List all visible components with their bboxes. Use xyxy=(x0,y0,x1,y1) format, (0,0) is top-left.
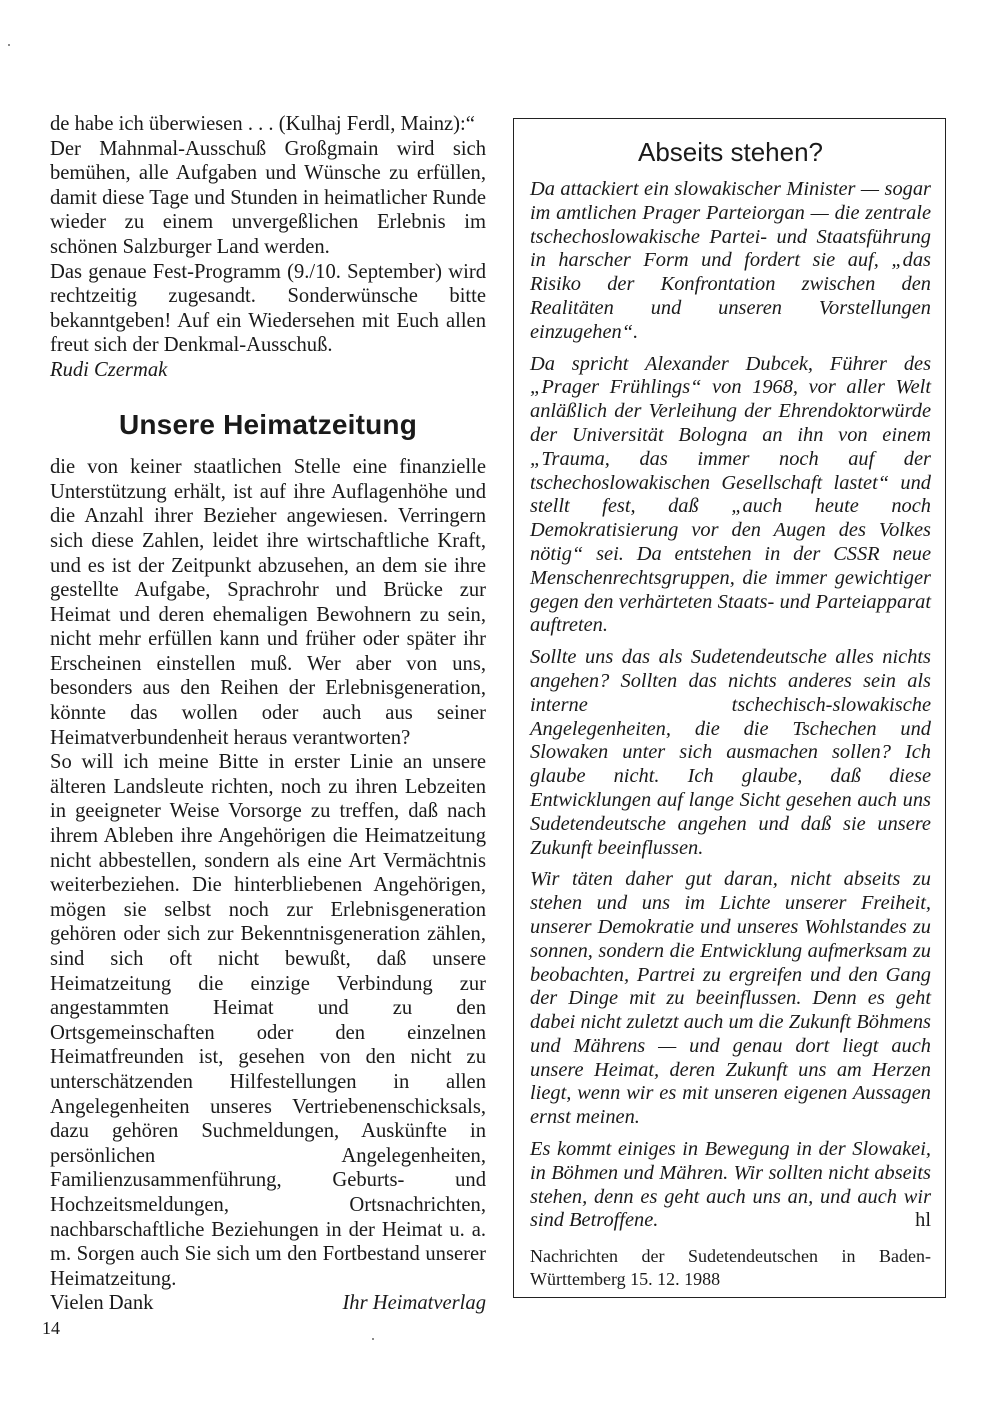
body-paragraph: die von keiner staatlichen Stelle eine finanzielle Unterstützung erhält, ist auf ihre Auflagenhöhe und die Anzahl ihrer Bezieher angewiesen. Verringern sich diese Zahlen, leidet ihre wirtschaftliche Kraft, und es ist der Zeitpunkt abzusehen, an dem sie ihre gestellte Aufgabe, Sprachrohr und Brücke zur Heimat und deren ehemaligen Bewohnern zu sein, nicht mehr erfüllen kann und früher oder später ihr Erscheinen einstellen muß. Wer aber von uns, besonders aus den Reihen der Erlebnisgeneration, könnte das wollen oder auch aus seiner Heimatverbundenheit heraus verantworten? xyxy=(50,456,486,749)
body-paragraph: So will ich meine Bitte in erster Linie an unsere älteren Landsleute richten, noch zu ihren Lebzeiten in geeigneter Weise Vorsorge zu treffen, daß nach ihrem Ableben ihre Angehörigen die Heimatzeitung nicht abbestellen, sondern als eine Art Vermächtnis weiterbeziehen. Die hinterbliebenen Angehörigen, mögen sie selbst noch zur Erlebnisgeneration gehören oder sich zur Bekenntnisgeneration zählen, sind sich oft nicht bewußt, daß unsere Heimatzeitung die einzige Verbindung zur angestammten Heimat und zu den Ortsgemeinschaften oder den einzelnen Heimatfreunden ist, gesehen von den nicht zu unterschätzenden Hilfestellungen in allen Angelegenheiten unseres Vertriebenenschicksals, dazu gehören Suchmeldungen, Auskünfte in persönlichen Angelegenheiten, Familienzusammenführung, Geburts- und Hochzeitsmeldungen, Ortsnachrichten, nachbarschaftliche Beziehungen in der Heimat u. a. m. Sorgen auch Sie sich um den Fortbestand unserer Heimatzeitung. xyxy=(50,751,486,1290)
source-note: Nachrichten der Sudetendeutschen in Baden-Württemberg 15. 12. 1988 xyxy=(530,1246,931,1290)
closing-thanks: Vielen Dank xyxy=(50,1292,154,1315)
intro-paragraph: Der Mahnmal-Ausschuß Großgmain wird sich bemühen, alle Aufgaben und Wünsche zu erfüllen, damit diese Tage und Stunden in heimatlicher Runde wieder zu einem unvergeßlichen Erlebnis im schönen Salzburger Land werden. xyxy=(50,137,486,258)
box-last-paragraph xyxy=(530,1138,931,1233)
page-number: 14 xyxy=(42,1318,60,1338)
intro-paragraph: Das genaue Fest-Programm (9./10. September) wird rechtzeitig zugesandt. Sonderwünsche bitte bekanntgeben! Auf ein Wiedersehen mit Euch allen freut sich der Denkmal-Ausschuß. xyxy=(50,260,486,357)
signature: Rudi Czermak xyxy=(50,358,168,381)
closing-sender: Ihr Heimatverlag xyxy=(342,1292,486,1315)
left-column xyxy=(50,112,486,1316)
closing-line xyxy=(50,1291,486,1316)
box-paragraph: Wir täten daher gut daran, nicht abseits zu stehen und uns im Lichte unserer Freiheit, unserer Demokratie und unseres Wohlstandes zu sonnen, sondern die Entwicklung aufmerksam zu beobachten, Partrei zu ergreifen und den Gang der Dinge mit zu beeinflussen. Denn es geht dabei nicht zuletzt auch um die Zukunft Böhmens und Mährens — und genau dort liegt auch unsere Heimat, deren Zukunft uns am Herzen liegt, wenn wir es mit unseren eigenen Aussagen ernst meinen. xyxy=(530,868,931,1129)
box-title: Abseits stehen? xyxy=(637,137,823,167)
box-paragraph: Da spricht Alexander Dubcek, Führer des „Prager Frühlings“ von 1968, vor aller Welt anläßlich der Verleihung der Ehrendoktorwürde der Universität Bologna an ihn von einem „Trauma, das immer noch auf der tschechoslowakischen Gesellschaft lastet“ und stellt fest, daß „auch heute noch Demokratisierung vor den Augen des Volkes nötig“ sei. Da entstehen in der CSSR neue Menschenrechtsgruppen, die immer gewichtiger gegen den verhärteten Staats- und Parteiapparat auftreten. xyxy=(530,352,931,637)
sidebar-box xyxy=(513,118,946,1298)
last-paragraph-text: Es kommt einiges in Bewegung in der Slowakei, in Böhmen und Mähren. Wir sollten nicht abseits stehen, denn es geht auch uns an, und auch wir sind Betroffene. xyxy=(530,1138,931,1232)
intro-paragraph: de habe ich überwiesen . . . (Kulhaj Ferdl, Mainz):“ xyxy=(50,113,475,135)
box-paragraph: Da attackiert ein slowakischer Minister — sogar im amtlichen Prager Parteiorgan — die zentrale tschechoslowakische Partei- und Staatsführung in harscher Form und fordert sie auf, „das Risiko der Konfrontation zwischen den Realitäten und unseren Vorstellungen einzugehen“. xyxy=(530,178,931,343)
box-paragraph: Sollte uns das als Sudetendeutsche alles nichts angehen? Sollten das nichts anderes sein als interne tschechisch-slowakische Angelegenheiten, die die Tschechen und Slowaken unter sich ausmachen sollen? Ich glaube nicht. Ich glaube, daß diese Entwicklungen auf lange Sicht gesehen auch uns Sudetendeutsche angehen und daß sie unsere Zukunft beeinflussen. xyxy=(530,646,931,859)
section-heading: Unsere Heimatzeitung xyxy=(118,408,418,440)
author-initials: hl xyxy=(915,1209,931,1232)
